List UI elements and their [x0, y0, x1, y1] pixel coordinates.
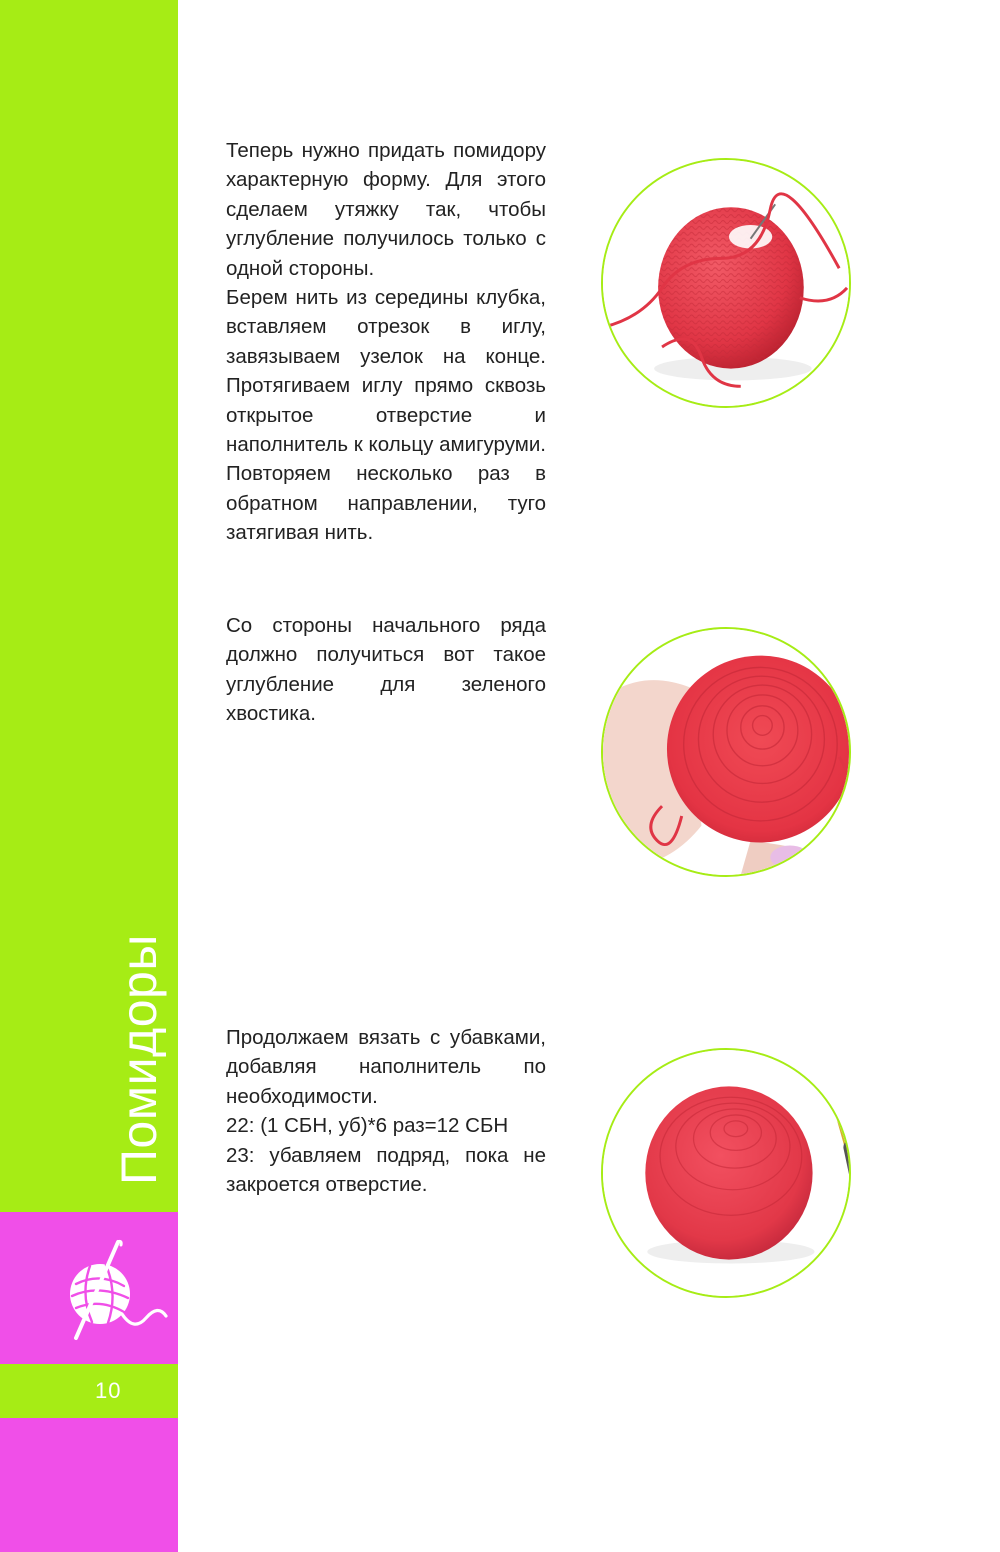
step-1-paragraph-1: Теперь нужно придать помидору характерную форму. Для этого сделаем утяжку так, чтобы углубление получилось только с одной стороны. [226, 139, 546, 280]
step-1-paragraph-2: Берем нить из середины клубка, вставляем отрезок в иглу, завязываем узелок на конце. Протягиваем иглу прямо сквозь открытое отверстие и наполнитель к кольцу амигуруми. Повторяем несколько раз в обратном направлении, туго затягивая нить. [226, 286, 546, 545]
photo-tomato-decreasing [601, 1048, 851, 1298]
sidebar-pink-footer [0, 1418, 178, 1552]
sidebar-page-number-band [0, 1364, 178, 1418]
photo-tomato-dimple [601, 627, 851, 877]
step-2-paragraph-1: Со стороны начального ряда должно получиться вот такое углубление для зеленого хвостика. [226, 614, 546, 726]
step-2-text [226, 611, 546, 729]
photo-tomato-tightening [601, 158, 851, 408]
step-3-text [226, 1023, 546, 1199]
step-1-text [226, 136, 546, 548]
step-3-row-22: 22: (1 СБН, уб)*6 раз=12 СБН [226, 1114, 509, 1138]
step-3-paragraph-1: Продолжаем вязать с убавками, добавляя наполнитель по необходимости. [226, 1026, 546, 1108]
yarn-ball-hook-icon [62, 1236, 172, 1346]
step-3-row-23: 23: убавляем подряд, пока не закроется отверстие. [226, 1143, 546, 1197]
sidebar [0, 0, 178, 1552]
section-title: Помидоры [111, 934, 167, 1185]
page-number: 10 [95, 1378, 122, 1403]
